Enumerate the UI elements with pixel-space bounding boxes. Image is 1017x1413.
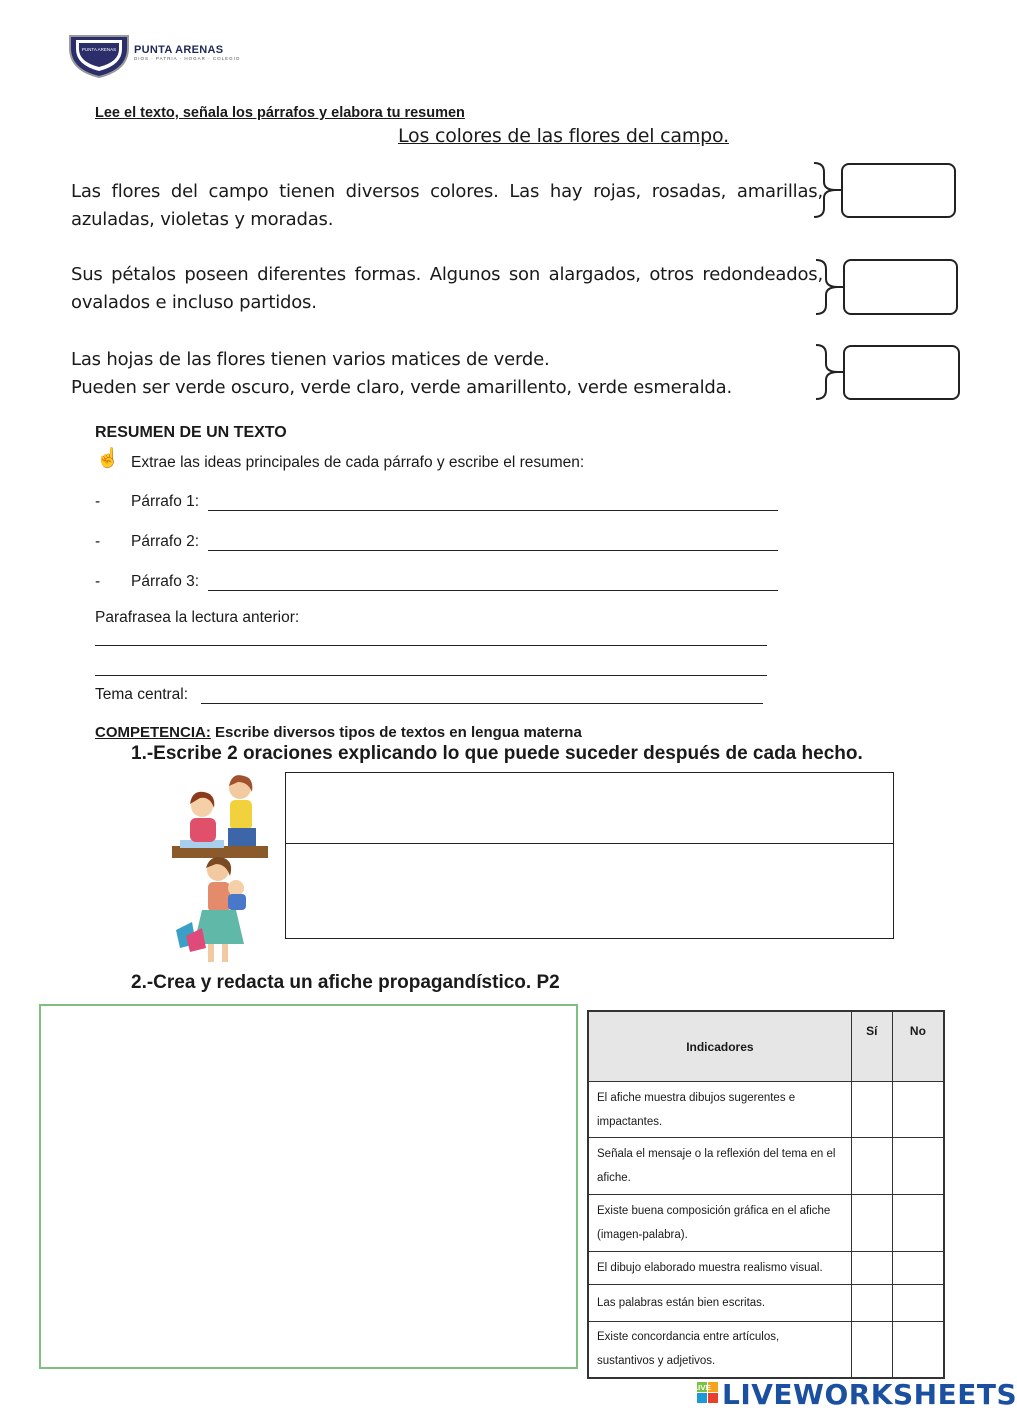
rubric-header-yes: Sí	[851, 1011, 892, 1082]
rubric-yes-cell[interactable]	[851, 1252, 892, 1285]
table-row	[588, 1285, 944, 1322]
rubric-header-no: No	[892, 1011, 944, 1082]
rubric-text: Las palabras están bien escritas.	[597, 1297, 766, 1309]
central-theme-line[interactable]	[201, 703, 763, 704]
rubric-no-cell[interactable]	[892, 1322, 944, 1378]
school-tagline: DIOS · PATRIA · HOGAR · COLEGIO	[134, 56, 241, 61]
poster-drawing-area[interactable]	[39, 1004, 578, 1369]
summary-heading: RESUMEN DE UN TEXTO	[95, 424, 287, 441]
paragraph-1-label: Párrafo 1:	[131, 493, 200, 510]
paragraph-line: azuladas, violetas y moradas.	[71, 209, 334, 230]
table-row	[588, 1195, 944, 1252]
rubric-no-cell[interactable]	[892, 1082, 944, 1138]
paragraph-line: Pueden ser verde oscuro, verde claro, verde amarillento, verde esmeralda.	[71, 377, 732, 398]
rubric-indicator	[588, 1082, 851, 1138]
rubric-text: sustantivos y adjetivos.	[597, 1355, 716, 1368]
school-shield-logo	[68, 34, 130, 78]
rubric-no-cell[interactable]	[892, 1138, 944, 1195]
rubric-yes-cell[interactable]	[851, 1082, 892, 1138]
liveworksheets-icon	[693, 1382, 719, 1404]
rubric-text: Existe buena composición gráfica en el afiche	[597, 1205, 831, 1217]
paragraph-line: Las hojas de las flores tienen varios matices de verde.	[71, 349, 550, 370]
reading-instruction: Lee el texto, señala los párrafos y elabora tu resumen	[95, 105, 465, 121]
rubric-yes-cell[interactable]	[851, 1138, 892, 1195]
paragraph-3-label: Párrafo 3:	[131, 573, 200, 590]
rubric-indicator	[588, 1195, 851, 1252]
rubric-no-cell[interactable]	[892, 1195, 944, 1252]
pointing-hand-icon: ☝	[96, 448, 120, 469]
paraphrase-line-2[interactable]	[95, 675, 767, 676]
table-row	[588, 1252, 944, 1285]
reading-title: Los colores de las flores del campo.	[398, 125, 729, 147]
paragraph-line: Las flores del campo tienen diversos colores. Las hay rojas, rosadas, amarillas,	[71, 181, 823, 202]
rubric-text: (imagen-palabra).	[597, 1229, 688, 1241]
mother-with-baby-illustration	[172, 856, 262, 968]
rubric-yes-cell[interactable]	[851, 1195, 892, 1252]
paraphrase-label: Parafrasea la lectura anterior:	[95, 609, 300, 626]
paragraph-3-summary-line[interactable]	[208, 590, 778, 591]
rubric-text: El dibujo elaborado muestra realismo visual.	[597, 1262, 823, 1274]
rubric-header-indicators: Indicadores	[588, 1011, 851, 1082]
competency-label: COMPETENCIA:	[95, 724, 211, 741]
bullet-dash: -	[95, 493, 101, 510]
summary-instruction: Extrae las ideas principales de cada párrafo y escribe el resumen:	[131, 454, 585, 471]
paragraph-3-answer-box[interactable]	[843, 345, 960, 400]
sentences-answer-box[interactable]	[285, 772, 894, 939]
table-row	[588, 1138, 944, 1195]
table-row	[588, 1322, 944, 1378]
school-name: PUNTA ARENAS	[134, 44, 224, 56]
liveworksheets-brand: LIVEWORKSHEETS	[722, 1378, 1017, 1411]
rubric-no-cell[interactable]	[892, 1252, 944, 1285]
mother-daughter-reading-illustration	[168, 770, 272, 862]
rubric-text: El afiche muestra dibujos sugerentes e	[597, 1091, 796, 1104]
bullet-dash: -	[95, 573, 101, 590]
paragraph-2	[71, 261, 823, 317]
paragraph-2-answer-box[interactable]	[843, 259, 958, 315]
rubric-text: afiche.	[597, 1172, 631, 1184]
paragraph-1-summary-line[interactable]	[208, 510, 778, 511]
paragraph-line: Sus pétalos poseen diferentes formas. Algunos son alargados, otros redondeados,	[71, 264, 823, 285]
central-theme-label: Tema central:	[95, 686, 189, 703]
rubric-table	[587, 1010, 945, 1379]
icon-letter: LIVE	[693, 1385, 712, 1392]
rubric-no-cell[interactable]	[892, 1285, 944, 1322]
paragraph-2-label: Párrafo 2:	[131, 533, 200, 550]
competency-text: Escribe diversos tipos de textos en lengua materna	[215, 724, 582, 741]
rubric-text: Existe concordancia entre artículos,	[597, 1331, 780, 1344]
table-row	[588, 1082, 944, 1138]
paragraph-1	[71, 178, 823, 234]
shield-text: PUNTA ARENAS	[81, 47, 117, 52]
paragraph-2-summary-line[interactable]	[208, 550, 778, 551]
paraphrase-line-1[interactable]	[95, 645, 767, 646]
rubric-yes-cell[interactable]	[851, 1285, 892, 1322]
rubric-indicator	[588, 1252, 851, 1285]
question-2: 2.-Crea y redacta un afiche propagandístico. P2	[131, 972, 560, 993]
rubric-yes-cell[interactable]	[851, 1322, 892, 1378]
paragraph-1-answer-box[interactable]	[841, 163, 956, 218]
answer-box-divider	[286, 843, 893, 844]
competency-statement	[95, 724, 582, 741]
bullet-dash: -	[95, 533, 101, 550]
paragraph-line: ovalados e incluso partidos.	[71, 292, 317, 313]
rubric-text: Señala el mensaje o la reflexión del tema en el	[597, 1148, 836, 1160]
question-1: 1.-Escribe 2 oraciones explicando lo que puede suceder después de cada hecho.	[131, 743, 863, 764]
rubric-indicator	[588, 1322, 851, 1378]
rubric-indicator	[588, 1285, 851, 1322]
paragraph-3	[71, 346, 823, 402]
rubric-indicator	[588, 1138, 851, 1195]
rubric-text: impactantes.	[597, 1115, 663, 1128]
